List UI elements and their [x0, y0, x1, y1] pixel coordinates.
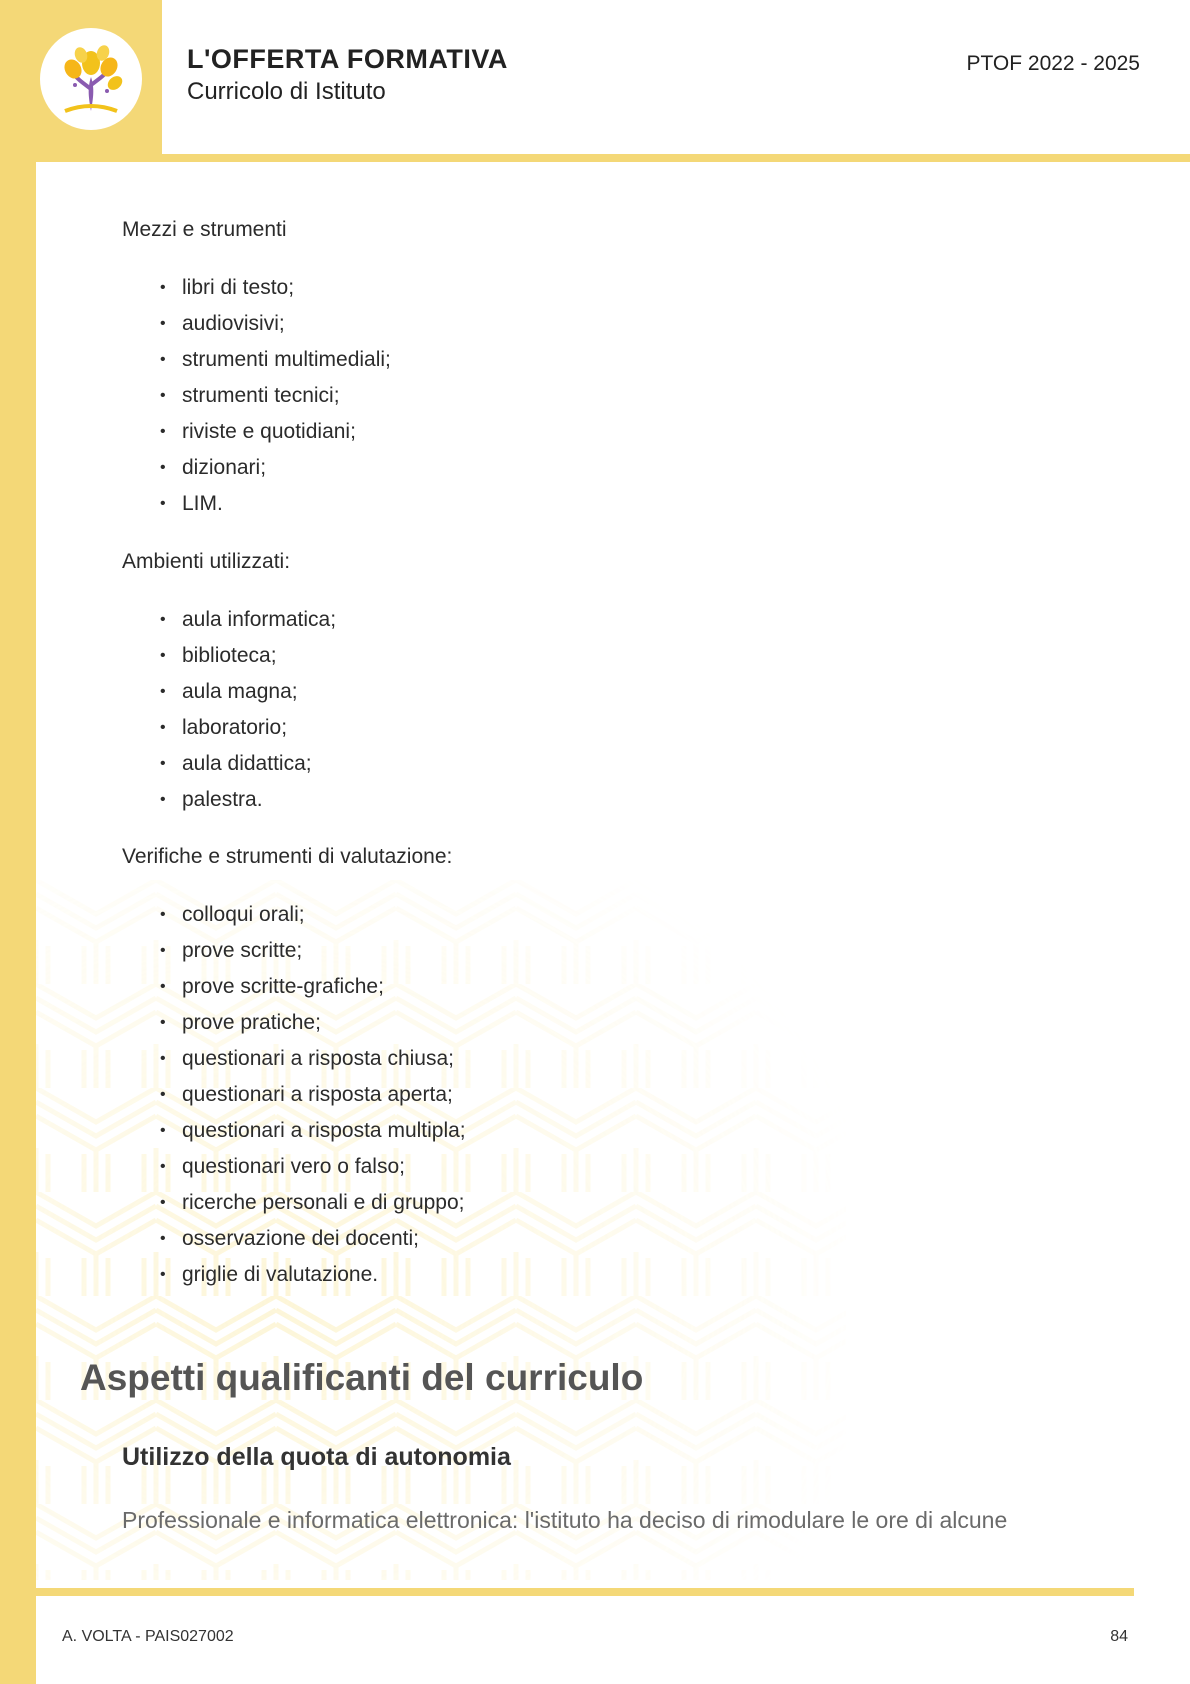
page-number: 84 — [1110, 1628, 1128, 1645]
list-item: • prove scritte; — [160, 933, 466, 969]
list-item: • osservazione dei docenti; — [160, 1221, 466, 1257]
list-item: • libri di testo; — [160, 270, 391, 306]
list-item: • prove pratiche; — [160, 1005, 466, 1041]
document-subtitle: Curricolo di Istituto — [187, 78, 386, 105]
list-item: • strumenti tecnici; — [160, 378, 391, 414]
list-item: • griglie di valutazione. — [160, 1257, 466, 1293]
list-item: • aula didattica; — [160, 746, 336, 782]
subsection-heading: Utilizzo della quota di autonomia — [122, 1443, 511, 1471]
list-item: • aula informatica; — [160, 602, 336, 638]
list-item: • riviste e quotidiani; — [160, 414, 391, 450]
ptof-label: PTOF 2022 - 2025 — [966, 52, 1140, 75]
left-accent-bar — [0, 0, 36, 1684]
section-label-mezzi: Mezzi e strumenti — [122, 218, 287, 241]
list-item: • strumenti multimediali; — [160, 342, 391, 378]
footer-school-code: A. VOLTA - PAIS027002 — [62, 1628, 234, 1645]
list-item: • aula magna; — [160, 674, 336, 710]
list-item: • dizionari; — [160, 450, 391, 486]
header-rule — [36, 154, 1190, 162]
list-item: • LIM. — [160, 486, 391, 522]
list-item: • palestra. — [160, 782, 336, 818]
list-item: • colloqui orali; — [160, 897, 466, 933]
list-item: • ricerche personali e di gruppo; — [160, 1185, 466, 1221]
school-tree-logo-icon — [51, 39, 131, 119]
list-mezzi — [160, 270, 391, 522]
list-item: • questionari a risposta multipla; — [160, 1113, 466, 1149]
list-item: • prove scritte-grafiche; — [160, 969, 466, 1005]
list-verifiche — [160, 897, 466, 1293]
section-label-verifiche: Verifiche e strumenti di valutazione: — [122, 845, 453, 868]
footer-rule — [36, 1588, 1134, 1596]
list-item: • questionari a risposta aperta; — [160, 1077, 466, 1113]
body-paragraph: Professionale e informatica elettronica: l'istituto ha deciso di rimodulare le ore di alcune — [122, 1507, 1008, 1533]
list-item: • questionari a risposta chiusa; — [160, 1041, 466, 1077]
list-item: • laboratorio; — [160, 710, 336, 746]
section-label-ambienti: Ambienti utilizzati: — [122, 550, 291, 573]
list-item: • questionari vero o falso; — [160, 1149, 466, 1185]
list-ambienti — [160, 602, 336, 818]
section-heading: Aspetti qualificanti del curriculo — [80, 1357, 644, 1398]
list-item: • biblioteca; — [160, 638, 336, 674]
list-item: • audiovisivi; — [160, 306, 391, 342]
logo-block — [0, 0, 162, 154]
logo-circle — [40, 28, 142, 130]
document-title: L'OFFERTA FORMATIVA — [187, 44, 508, 74]
